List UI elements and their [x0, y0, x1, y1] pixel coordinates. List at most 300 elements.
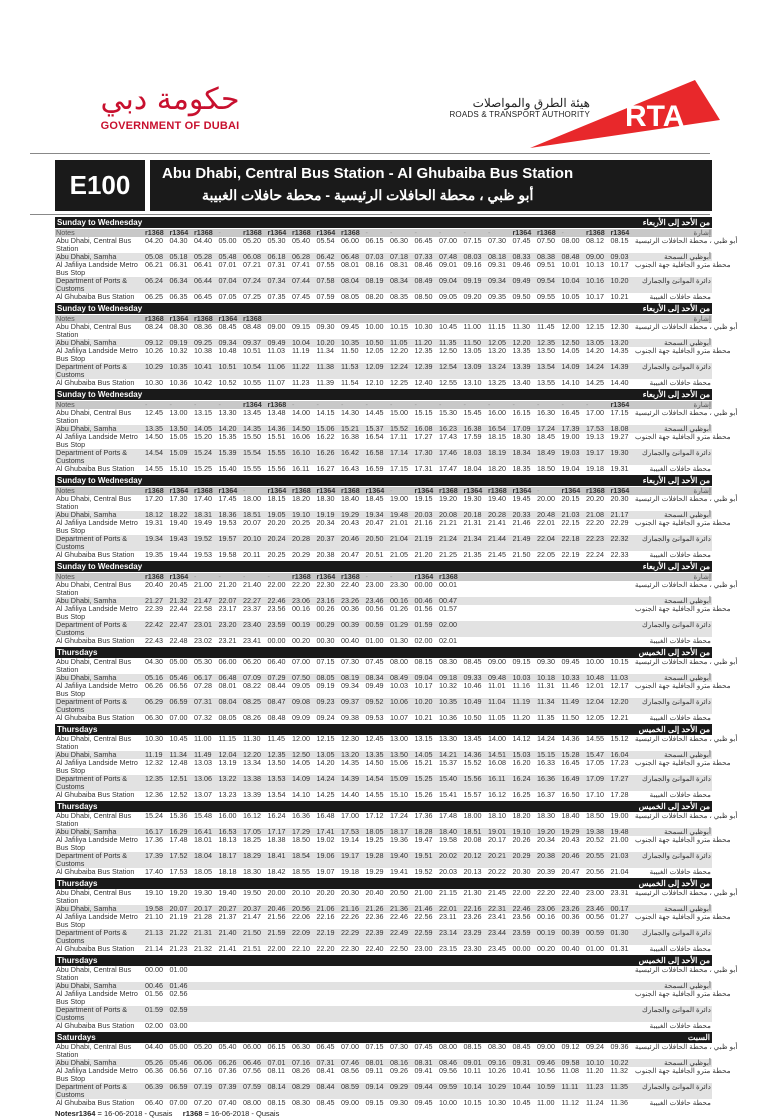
time-cell: 13.10	[463, 378, 482, 387]
time-cell: 15.25	[414, 774, 433, 783]
time-cell: 19.10	[512, 827, 531, 836]
time-cell: 19.10	[292, 510, 310, 519]
time-cell: 22.19	[316, 928, 335, 937]
time-cell: 09.56	[439, 1066, 457, 1075]
time-cell: 10.30	[145, 734, 163, 743]
time-cell: 08.18	[488, 252, 506, 261]
time-cell: 00.00	[145, 965, 163, 974]
time-cell: 20.08	[439, 510, 457, 519]
time-cell: 20.47	[341, 550, 359, 559]
time-cell: 21.34	[463, 534, 482, 543]
time-cell: 00.19	[537, 928, 555, 937]
time-cell: 09.24	[316, 713, 335, 722]
note-code: r1368	[180, 1109, 203, 1118]
time-cell: 07.01	[267, 1058, 286, 1067]
stop-name: Al Jafiliya Landside Metro Bus Stop	[56, 518, 138, 535]
time-cell: r1368	[243, 314, 262, 323]
stop-name: Abu Dhabi, Central Bus Station	[56, 322, 132, 339]
stop-name-arabic: إشارة	[693, 486, 711, 495]
time-cell: 11.15	[218, 734, 236, 743]
stop-name-arabic: محطة حافلات الغبيبة	[649, 713, 711, 722]
time-cell: 15.56	[463, 774, 482, 783]
time-cell: 07.01	[218, 260, 237, 269]
time-cell: 17.11	[390, 432, 408, 441]
stop-name-arabic: أبو ظبي ، محطة الحافلات الرئيسية	[635, 657, 738, 666]
time-cell: 08.26	[292, 1066, 310, 1075]
time-cell: 20.55	[586, 851, 604, 860]
time-cell: 19.35	[145, 550, 163, 559]
time-cell: 10.22	[610, 1058, 629, 1067]
time-cell: 13.39	[243, 790, 261, 799]
time-cell: 14.39	[341, 774, 359, 783]
time-cell: 10.29	[145, 362, 163, 371]
time-cell: 21.04	[610, 867, 629, 876]
time-cell: 14.35	[243, 424, 261, 433]
time-cell: 23.45	[488, 944, 506, 953]
time-cell: 19.58	[218, 550, 237, 559]
time-cell: 13.15	[194, 408, 212, 417]
stop-name: Notes	[56, 400, 75, 409]
stop-name: Al Ghubaiba Bus Station	[56, 1098, 135, 1107]
time-cells	[145, 621, 635, 637]
time-cell: 16.30	[537, 408, 555, 417]
time-cell: 09.45	[561, 657, 580, 666]
time-cells	[145, 889, 635, 905]
time-cell: 06.41	[194, 260, 212, 269]
gov-logo-arabic: حكومة دبي	[100, 82, 240, 117]
time-cell: 06.59	[169, 697, 188, 706]
time-cells	[145, 1006, 635, 1022]
stop-name: Department of Ports & Customs	[56, 534, 128, 551]
time-cell: 01.56	[414, 604, 433, 613]
time-cell: 02.00	[414, 636, 433, 645]
stop-name-arabic: دائرة الموانئ والجمارك	[641, 276, 711, 285]
time-cell: 07.00	[169, 1098, 188, 1107]
time-cell: 20.28	[488, 510, 506, 519]
empty-note-cell: -	[414, 400, 417, 409]
stop-name-arabic: أبو ظبي ، محطة الحافلات الرئيسية	[635, 734, 738, 743]
stop-name-arabic: إشارة	[693, 572, 711, 581]
time-cell: 22.40	[561, 888, 580, 897]
time-cell: 15.21	[414, 758, 433, 767]
time-cell: 19.20	[537, 827, 555, 836]
route-title-english: Abu Dhabi, Central Bus Station - Al Ghubaiba Bus Station	[162, 165, 574, 182]
time-cell: 08.45	[316, 1098, 335, 1107]
time-cell: 12.05	[586, 713, 604, 722]
time-cell: 19.53	[218, 518, 237, 527]
stop-name: Abu Dhabi, Samha	[56, 510, 117, 519]
day-label: Saturdays	[57, 1033, 96, 1042]
time-cell: 19.41	[390, 867, 408, 876]
stop-name: Abu Dhabi, Central Bus Station	[56, 580, 132, 597]
stop-row	[55, 322, 738, 339]
time-cell: 18.28	[414, 827, 433, 836]
time-cell: 16.38	[341, 432, 359, 441]
time-cells	[145, 363, 635, 379]
time-cell: 13.50	[390, 750, 408, 759]
time-cell: 06.26	[145, 681, 163, 690]
time-cell: r1368	[194, 486, 213, 495]
time-cell: 09.05	[439, 292, 457, 301]
time-cell: 00.20	[537, 944, 555, 953]
time-cell: 10.06	[390, 697, 408, 706]
time-cell: 05.16	[145, 673, 163, 682]
time-cell: 20.51	[365, 550, 384, 559]
time-cell: 00.16	[537, 912, 555, 921]
empty-note-cell: -	[414, 228, 417, 237]
time-cell: 14.21	[439, 750, 457, 759]
time-cell: 09.41	[414, 1066, 433, 1075]
time-cell: 08.04	[218, 697, 237, 706]
time-cell: 01.00	[586, 944, 604, 953]
time-cell: 14.05	[292, 758, 310, 767]
day-label-arabic: من الأحد إلى الأربعاء	[642, 218, 710, 227]
time-cell: 10.30	[414, 322, 433, 331]
time-cell: 21.36	[390, 904, 408, 913]
time-cell: 15.45	[463, 408, 482, 417]
time-cell: 22.47	[169, 620, 188, 629]
time-cell: 11.35	[610, 1082, 628, 1091]
time-cell: 19.05	[267, 510, 286, 519]
time-cell: 13.05	[463, 346, 482, 355]
time-cell: 05.40	[218, 1042, 237, 1051]
time-cell: 18.31	[194, 510, 212, 519]
time-cell: 07.00	[292, 657, 310, 666]
stop-name-arabic: أبوظبي السمحة	[664, 252, 711, 261]
time-cell: 11.16	[512, 681, 530, 690]
time-cell: 20.56	[292, 904, 310, 913]
time-cell: 06.08	[243, 252, 261, 261]
time-cell: 21.20	[414, 550, 433, 559]
time-cell: 14.15	[316, 408, 335, 417]
time-cell: 17.14	[390, 448, 408, 457]
time-cell: 06.59	[169, 1082, 188, 1091]
time-cell: 12.15	[316, 734, 335, 743]
time-cell: 11.20	[586, 1066, 604, 1075]
time-cell: 16.20	[512, 758, 531, 767]
time-cell: 12.45	[365, 734, 384, 743]
time-cell: 08.01	[341, 260, 359, 269]
time-cell: 22.05	[537, 550, 555, 559]
time-cell: 02.00	[439, 620, 457, 629]
schedule-block	[55, 801, 738, 876]
time-cell: 11.45	[537, 322, 555, 331]
time-cell: 14.10	[561, 378, 580, 387]
time-cells	[145, 293, 635, 301]
time-cell: 10.17	[610, 260, 629, 269]
time-cell: 22.46	[390, 912, 408, 921]
time-cell: 08.41	[316, 1066, 335, 1075]
time-cell: 11.34	[169, 750, 187, 759]
time-cell: 13.15	[414, 734, 433, 743]
time-cell: 15.24	[194, 448, 212, 457]
time-cell: 06.48	[341, 252, 359, 261]
time-cell: 19.31	[610, 464, 629, 473]
time-cell: 06.30	[390, 236, 408, 245]
time-cell: 13.23	[218, 790, 237, 799]
day-label-arabic: من الأحد إلى الأربعاء	[642, 390, 710, 399]
time-cell: 06.06	[194, 1058, 212, 1067]
time-cell: 09.37	[243, 338, 261, 347]
time-cell: 14.36	[463, 750, 482, 759]
time-cell: 17.29	[292, 827, 310, 836]
time-cell: 13.19	[218, 758, 237, 767]
time-cell: 19.01	[488, 827, 506, 836]
time-cell: 19.17	[586, 448, 604, 457]
time-cell: 09.38	[341, 713, 359, 722]
time-cell: 14.30	[341, 408, 359, 417]
time-cell: 17.15	[390, 464, 408, 473]
time-cell: 09.00	[488, 657, 506, 666]
time-cell: 00.47	[439, 596, 457, 605]
notes-legend	[55, 1109, 712, 1118]
time-cell: 10.13	[586, 260, 604, 269]
time-cell: 18.40	[439, 827, 457, 836]
time-cell: 20.10	[292, 888, 310, 897]
time-cell: 20.37	[316, 534, 335, 543]
time-cell: 20.02	[439, 851, 457, 860]
time-cell: 18.30	[537, 811, 555, 820]
time-cell: 19.17	[341, 851, 359, 860]
time-cell: 10.00	[439, 1098, 457, 1107]
time-cell: 17.39	[145, 851, 163, 860]
stop-row	[55, 852, 712, 868]
time-cell: 23.26	[463, 912, 482, 921]
time-cell: 15.06	[390, 758, 408, 767]
time-cell: 09.04	[439, 276, 457, 285]
time-cell: 07.29	[267, 673, 286, 682]
time-cell: r1364	[610, 400, 630, 409]
time-cell: 09.12	[561, 1042, 580, 1051]
time-cell: 21.10	[145, 912, 163, 921]
stop-row	[55, 1006, 712, 1022]
time-cell: 14.20	[586, 346, 604, 355]
stop-name-arabic: أبو ظبي ، محطة الحافلات الرئيسية	[635, 236, 738, 245]
stop-name: Abu Dhabi, Central Bus Station	[56, 1042, 132, 1059]
stop-name-arabic: دائرة الموانئ والجمارك	[641, 697, 711, 706]
time-cells	[145, 698, 635, 714]
time-cell: 16.38	[463, 424, 482, 433]
time-cell: 20.50	[390, 888, 408, 897]
time-cell: 09.49	[267, 338, 286, 347]
time-cell: 06.28	[292, 252, 310, 261]
time-cell: 13.05	[586, 338, 604, 347]
time-cell: 15.47	[586, 750, 604, 759]
time-cell: 12.35	[414, 346, 433, 355]
time-cell: 11.01	[488, 681, 506, 690]
time-cell: 10.07	[390, 713, 408, 722]
time-cell: 18.15	[267, 494, 286, 503]
time-cell: 21.44	[488, 534, 506, 543]
time-cell: 23.00	[414, 944, 433, 953]
time-cell: 09.49	[365, 681, 384, 690]
time-cell: 20.30	[341, 888, 359, 897]
time-cell: 19.52	[194, 534, 212, 543]
time-cells	[145, 836, 635, 852]
stop-row	[55, 791, 712, 799]
time-cell: 11.30	[512, 322, 530, 331]
time-cell: 17.45	[218, 494, 237, 503]
time-cell: 20.03	[414, 510, 433, 519]
time-cell: 06.15	[267, 1042, 286, 1051]
stop-name: Department of Ports & Customs	[56, 276, 128, 293]
time-cell: 21.22	[169, 928, 188, 937]
time-cell: 08.19	[365, 276, 384, 285]
time-cell: 11.20	[414, 338, 432, 347]
time-cell: 22.30	[316, 580, 335, 589]
time-cell: 18.50	[537, 464, 555, 473]
stop-row	[55, 408, 738, 425]
time-cell: 18.30	[512, 432, 531, 441]
time-cell: 14.35	[341, 758, 359, 767]
time-cell: 18.36	[218, 510, 237, 519]
time-cell: 20.30	[610, 494, 629, 503]
time-cell: 08.30	[292, 1098, 310, 1107]
empty-note-cell: -	[292, 400, 295, 409]
time-cell: 06.20	[243, 657, 261, 666]
time-cell: 20.17	[194, 904, 212, 913]
time-cell: 15.06	[316, 424, 335, 433]
time-cell: 16.11	[488, 774, 506, 783]
time-cell: 09.49	[512, 276, 531, 285]
time-cell: 15.21	[341, 424, 359, 433]
time-cell: 23.06	[292, 596, 310, 605]
time-cell: 08.49	[414, 276, 433, 285]
time-cell: 15.56	[267, 464, 286, 473]
time-cell: 11.22	[292, 362, 310, 371]
time-cell: 07.55	[316, 260, 335, 269]
stop-row	[55, 637, 712, 645]
time-cell: 19.34	[145, 534, 163, 543]
day-label-arabic: من الأحد إلى الخميس	[638, 956, 710, 965]
time-cell: 21.00	[414, 888, 433, 897]
time-cell: 21.45	[488, 888, 506, 897]
stop-name: Abu Dhabi, Samha	[56, 981, 117, 990]
time-cell: 20.47	[561, 867, 580, 876]
time-cell: 13.45	[243, 408, 261, 417]
time-cell: 23.20	[218, 620, 237, 629]
stop-row	[55, 580, 738, 597]
time-cell: r1364	[316, 228, 336, 237]
time-cell: 13.55	[537, 378, 555, 387]
time-cell: 09.45	[341, 322, 359, 331]
time-cell: 19.06	[316, 851, 335, 860]
time-cell: 22.00	[267, 580, 286, 589]
time-cell: 19.45	[512, 494, 531, 503]
time-cell: 16.49	[561, 774, 580, 783]
time-cell: 13.07	[194, 790, 212, 799]
time-cell: 20.07	[243, 518, 261, 527]
time-cell: r1368	[292, 228, 311, 237]
time-cell: 01.30	[390, 636, 408, 645]
time-cell: 19.48	[390, 510, 408, 519]
empty-note-cell: -	[488, 228, 491, 237]
time-cell: 12.20	[610, 697, 629, 706]
time-cell: 11.50	[341, 346, 359, 355]
time-cell: 10.20	[414, 697, 433, 706]
empty-note-cell: -	[463, 400, 466, 409]
time-cell: 05.00	[169, 657, 188, 666]
time-cell: 14.54	[145, 448, 163, 457]
time-cell: 09.00	[267, 322, 286, 331]
time-cell: 08.05	[316, 673, 335, 682]
time-cell: 16.17	[145, 827, 163, 836]
time-cell: 15.40	[218, 464, 237, 473]
time-cell: 16.22	[316, 432, 335, 441]
time-cell: 10.05	[561, 292, 580, 301]
time-cell: 22.10	[292, 944, 310, 953]
time-cell: 07.45	[292, 292, 310, 301]
time-cell: 16.50	[561, 790, 580, 799]
time-cell: r1364	[316, 486, 336, 495]
time-cells	[145, 913, 635, 929]
stop-name-arabic: أبوظبي السمحة	[664, 1058, 711, 1067]
time-cell: 10.51	[218, 362, 237, 371]
time-cell: 13.00	[169, 408, 188, 417]
time-cell: 23.15	[439, 944, 457, 953]
time-cell: 17.36	[145, 835, 163, 844]
time-cell: 07.00	[439, 236, 457, 245]
day-header	[55, 389, 712, 400]
time-cell: 01.59	[414, 620, 433, 629]
time-cell: 22.49	[390, 928, 408, 937]
stop-name: Al Jafiliya Landside Metro Bus Stop	[56, 681, 138, 698]
time-cell: 00.46	[145, 981, 163, 990]
time-cell: 15.25	[194, 464, 212, 473]
time-cell: 16.43	[341, 464, 359, 473]
note-text: = 16-06-2018 - Qusais	[95, 1109, 181, 1118]
time-cell: 13.48	[267, 408, 286, 417]
time-cell: 15.00	[390, 408, 408, 417]
time-cell: 19.00	[390, 494, 408, 503]
time-cell: 17.05	[586, 758, 604, 767]
time-cell: 16.36	[537, 774, 555, 783]
time-cell: 16.27	[316, 464, 335, 473]
time-cell: 17.24	[537, 424, 555, 433]
time-cell: 08.59	[341, 1082, 359, 1091]
time-cell: 09.20	[463, 292, 482, 301]
day-label: Thursdays	[57, 648, 98, 657]
time-cell: 21.40	[218, 928, 237, 937]
time-cell: 11.00	[194, 734, 212, 743]
time-cell: 08.47	[267, 697, 286, 706]
time-cell: 07.32	[194, 713, 212, 722]
time-cell: 20.56	[586, 867, 604, 876]
time-cell: 10.14	[463, 1082, 482, 1091]
time-cell: 08.16	[365, 260, 384, 269]
time-cell: 06.00	[218, 657, 237, 666]
stop-name: Al Jafiliya Landside Metro Bus Stop	[56, 346, 138, 363]
time-cell: 15.03	[512, 750, 531, 759]
time-cell: 06.40	[267, 657, 286, 666]
stop-row	[55, 758, 731, 775]
time-cell: 05.30	[194, 657, 212, 666]
stop-name: Abu Dhabi, Central Bus Station	[56, 657, 132, 674]
time-cell: 12.05	[365, 346, 384, 355]
time-cell: 03.00	[169, 1021, 188, 1030]
time-cell: 18.45	[365, 494, 384, 503]
day-header	[55, 217, 712, 228]
time-cell: 09.00	[341, 1098, 359, 1107]
time-cell: 13.35	[145, 424, 163, 433]
time-cell: 06.35	[169, 292, 188, 301]
time-cell: 10.15	[463, 1098, 482, 1107]
time-cell: 16.48	[316, 811, 335, 820]
time-cell: 04.40	[194, 236, 212, 245]
time-cell: 13.40	[512, 378, 531, 387]
time-cell: 13.03	[194, 758, 212, 767]
stop-name: Abu Dhabi, Central Bus Station	[56, 494, 132, 511]
